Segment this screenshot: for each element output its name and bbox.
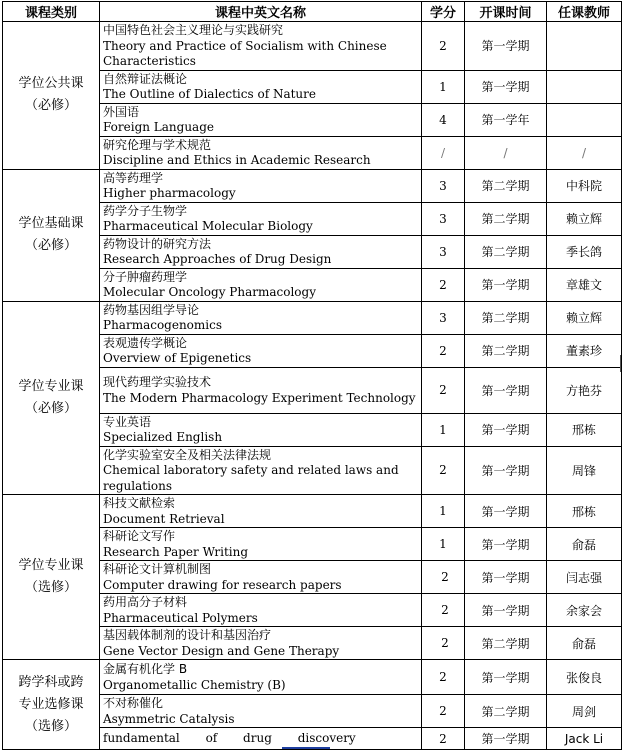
teacher-cell: 赖立辉 [547, 202, 622, 235]
teacher-cell: 俞磊 [547, 528, 622, 561]
credit-cell: 2 [422, 446, 465, 495]
course-name-en: Asymmetric Catalysis [103, 711, 235, 726]
category-cell: 学位专业课 （选修） [3, 495, 100, 660]
term-cell: 第一学期 [465, 594, 547, 627]
course-name-cell [100, 528, 422, 561]
header-teacher: 任课教师 [547, 2, 622, 22]
course-name-zh: 药物设计的研究方法 [103, 236, 212, 251]
course-name-cell [100, 103, 422, 136]
teacher-cell: 周剑 [547, 695, 622, 728]
course-name-en: Organometallic Chemistry (B) [103, 677, 286, 692]
course-name-en: Pharmacogenomics [103, 318, 223, 332]
course-name-en: Research Approaches of Drug Design [103, 252, 332, 266]
credit-cell: 2 [422, 660, 465, 695]
course-name-en: Molecular Oncology Pharmacology [103, 285, 316, 299]
course-name-zh: 基因载体制剂的设计和基因治疗 [103, 628, 272, 642]
course-name-en: Gene Vector Design and Gene Therapy [103, 643, 340, 658]
course-name-zh: 科研论文计算机制图 [103, 562, 212, 576]
course-name-zh: 化学实验室安全及相关法律法规 [103, 447, 272, 462]
course-name-cell [100, 728, 422, 750]
course-name-cell [100, 660, 422, 695]
course-name-en: fundamental of drug discovery [103, 731, 356, 746]
teacher-cell: 邢栋 [547, 413, 622, 446]
course-name-cell [100, 136, 422, 169]
teacher-cell: 俞磊 [547, 627, 622, 660]
course-name-zh: 药学分子生物学 [103, 203, 188, 218]
credit-cell: 2 [422, 22, 465, 71]
course-name-en: Chemical laboratory safety and related laws and regulations [103, 463, 399, 493]
course-name-zh: 科研论文写作 [103, 529, 176, 543]
term-cell: 第一学期 [465, 495, 547, 528]
course-name-zh: 现代药理学实验技术 [103, 375, 212, 389]
credit-cell: / [422, 136, 465, 169]
teacher-cell: Jack Li [547, 728, 622, 750]
term-cell: 第一学期 [465, 660, 547, 695]
credit-cell: 3 [422, 301, 465, 334]
course-name-cell [100, 561, 422, 594]
term-cell: 第一学期 [465, 528, 547, 561]
course-name-zh: 表观遗传学概论 [103, 335, 188, 350]
teacher-cell [547, 22, 622, 71]
course-row [3, 169, 622, 202]
term-cell: 第一学期 [465, 22, 547, 71]
course-name-zh: 分子肿瘤药理学 [103, 269, 188, 284]
teacher-cell: 董素珍 [547, 334, 622, 367]
term-cell: / [465, 136, 547, 169]
credit-cell: 2 [422, 695, 465, 728]
course-name-en: Pharmaceutical Polymers [103, 610, 258, 625]
course-table-body [3, 22, 622, 750]
teacher-cell: 方艳芬 [547, 367, 622, 413]
category-cell: 跨学科或跨 专业选修课 （选修） [3, 660, 100, 750]
credit-cell: 1 [422, 528, 465, 561]
header-term: 开课时间 [465, 2, 547, 22]
term-cell: 第一学期 [465, 561, 547, 594]
course-name-en: Foreign Language [103, 120, 214, 134]
course-name-cell [100, 334, 422, 367]
course-name-en: The Modern Pharmacology Experiment Technology [103, 390, 416, 405]
credit-cell: 3 [422, 235, 465, 268]
category-cell: 学位专业课 （必修） [3, 301, 100, 495]
course-name-cell [100, 169, 422, 202]
term-cell: 第二学期 [465, 235, 547, 268]
term-cell: 第二学期 [465, 202, 547, 235]
term-cell: 第一学期 [465, 728, 547, 750]
course-name-zh: 高等药理学 [103, 170, 164, 185]
term-cell: 第一学期 [465, 367, 547, 413]
course-name-cell [100, 695, 422, 728]
course-name-cell [100, 301, 422, 334]
course-name-zh: 自然辩证法概论 [103, 71, 188, 86]
course-name-zh: 专业英语 [103, 414, 152, 429]
course-name-cell [100, 367, 422, 413]
course-name-en: Computer drawing for research papers [103, 577, 342, 592]
term-cell: 第二学期 [465, 695, 547, 728]
course-name-cell [100, 70, 422, 103]
credit-cell: 1 [422, 70, 465, 103]
credit-cell: 2 [422, 268, 465, 301]
term-cell: 第一学期 [465, 446, 547, 495]
course-name-zh: 药用高分子材料 [103, 595, 188, 609]
header-course-name: 课程中英文名称 [100, 2, 422, 22]
term-cell: 第二学期 [465, 334, 547, 367]
category-cell: 学位公共课 （必修） [3, 22, 100, 170]
header-category: 课程类别 [3, 2, 100, 22]
teacher-cell: 余家会 [547, 594, 622, 627]
category-cell: 学位基础课 （必修） [3, 169, 100, 301]
header-row [3, 2, 622, 22]
course-name-zh: 药物基因组学导论 [103, 302, 200, 317]
teacher-cell: / [547, 136, 622, 169]
credit-cell: 1 [422, 413, 465, 446]
credit-cell: 2 [422, 594, 465, 627]
credit-cell: 2 [422, 334, 465, 367]
course-name-en: Theory and Practice of Socialism with Chinese Characteristics [103, 38, 387, 68]
teacher-cell: 周锋 [547, 446, 622, 495]
term-cell: 第二学期 [465, 301, 547, 334]
course-name-cell [100, 235, 422, 268]
credit-cell: 4 [422, 103, 465, 136]
term-cell: 第二学期 [465, 169, 547, 202]
header-credit: 学分 [422, 2, 465, 22]
term-cell: 第一学期 [465, 413, 547, 446]
course-name-en: Discipline and Ethics in Academic Research [103, 153, 371, 167]
course-name-en: Research Paper Writing [103, 544, 249, 559]
course-name-cell [100, 22, 422, 71]
scroll-indicator [282, 747, 330, 749]
credit-cell: 1 [422, 495, 465, 528]
term-cell: 第二学期 [465, 627, 547, 660]
credit-cell: 2 [422, 367, 465, 413]
teacher-cell [547, 70, 622, 103]
course-name-cell [100, 627, 422, 660]
course-name-cell [100, 202, 422, 235]
course-row [3, 301, 622, 334]
course-name-cell [100, 446, 422, 495]
course-name-zh: 科技文献检索 [103, 496, 176, 510]
course-name-zh: 研究伦理与学术规范 [103, 137, 212, 152]
credit-cell: 3 [422, 202, 465, 235]
term-cell: 第一学期 [465, 268, 547, 301]
term-cell: 第一学期 [465, 70, 547, 103]
course-name-en: Document Retrieval [103, 511, 225, 526]
course-name-en: The Outline of Dialectics of Nature [103, 87, 316, 101]
credit-cell: 2 [422, 561, 465, 594]
course-name-en: Overview of Epigenetics [103, 351, 252, 365]
credit-cell: 2 [422, 728, 465, 750]
course-row [3, 22, 622, 71]
teacher-cell: 章雄文 [547, 268, 622, 301]
margin-mark [620, 355, 621, 372]
course-name-en: Pharmaceutical Molecular Biology [103, 219, 313, 233]
course-row [3, 495, 622, 528]
course-name-cell [100, 268, 422, 301]
teacher-cell: 闫志强 [547, 561, 622, 594]
course-name-zh: 中国特色社会主义理论与实践研究 [103, 23, 284, 37]
course-name-en: Higher pharmacology [103, 186, 236, 200]
course-name-zh: 外国语 [103, 104, 140, 119]
teacher-cell: 季长鸽 [547, 235, 622, 268]
course-row [3, 660, 622, 695]
course-table [2, 1, 622, 750]
credit-cell: 3 [422, 169, 465, 202]
teacher-cell: 邢栋 [547, 495, 622, 528]
course-name-zh: 金属有机化学 B [103, 662, 188, 676]
teacher-cell: 中科院 [547, 169, 622, 202]
credit-cell: 2 [422, 627, 465, 660]
term-cell: 第一学年 [465, 103, 547, 136]
course-name-en: Specialized English [103, 430, 223, 444]
course-name-zh: 不对称催化 [103, 696, 164, 710]
course-name-cell [100, 413, 422, 446]
course-name-cell [100, 495, 422, 528]
teacher-cell: 赖立辉 [547, 301, 622, 334]
teacher-cell: 张俊良 [547, 660, 622, 695]
course-name-cell [100, 594, 422, 627]
teacher-cell [547, 103, 622, 136]
